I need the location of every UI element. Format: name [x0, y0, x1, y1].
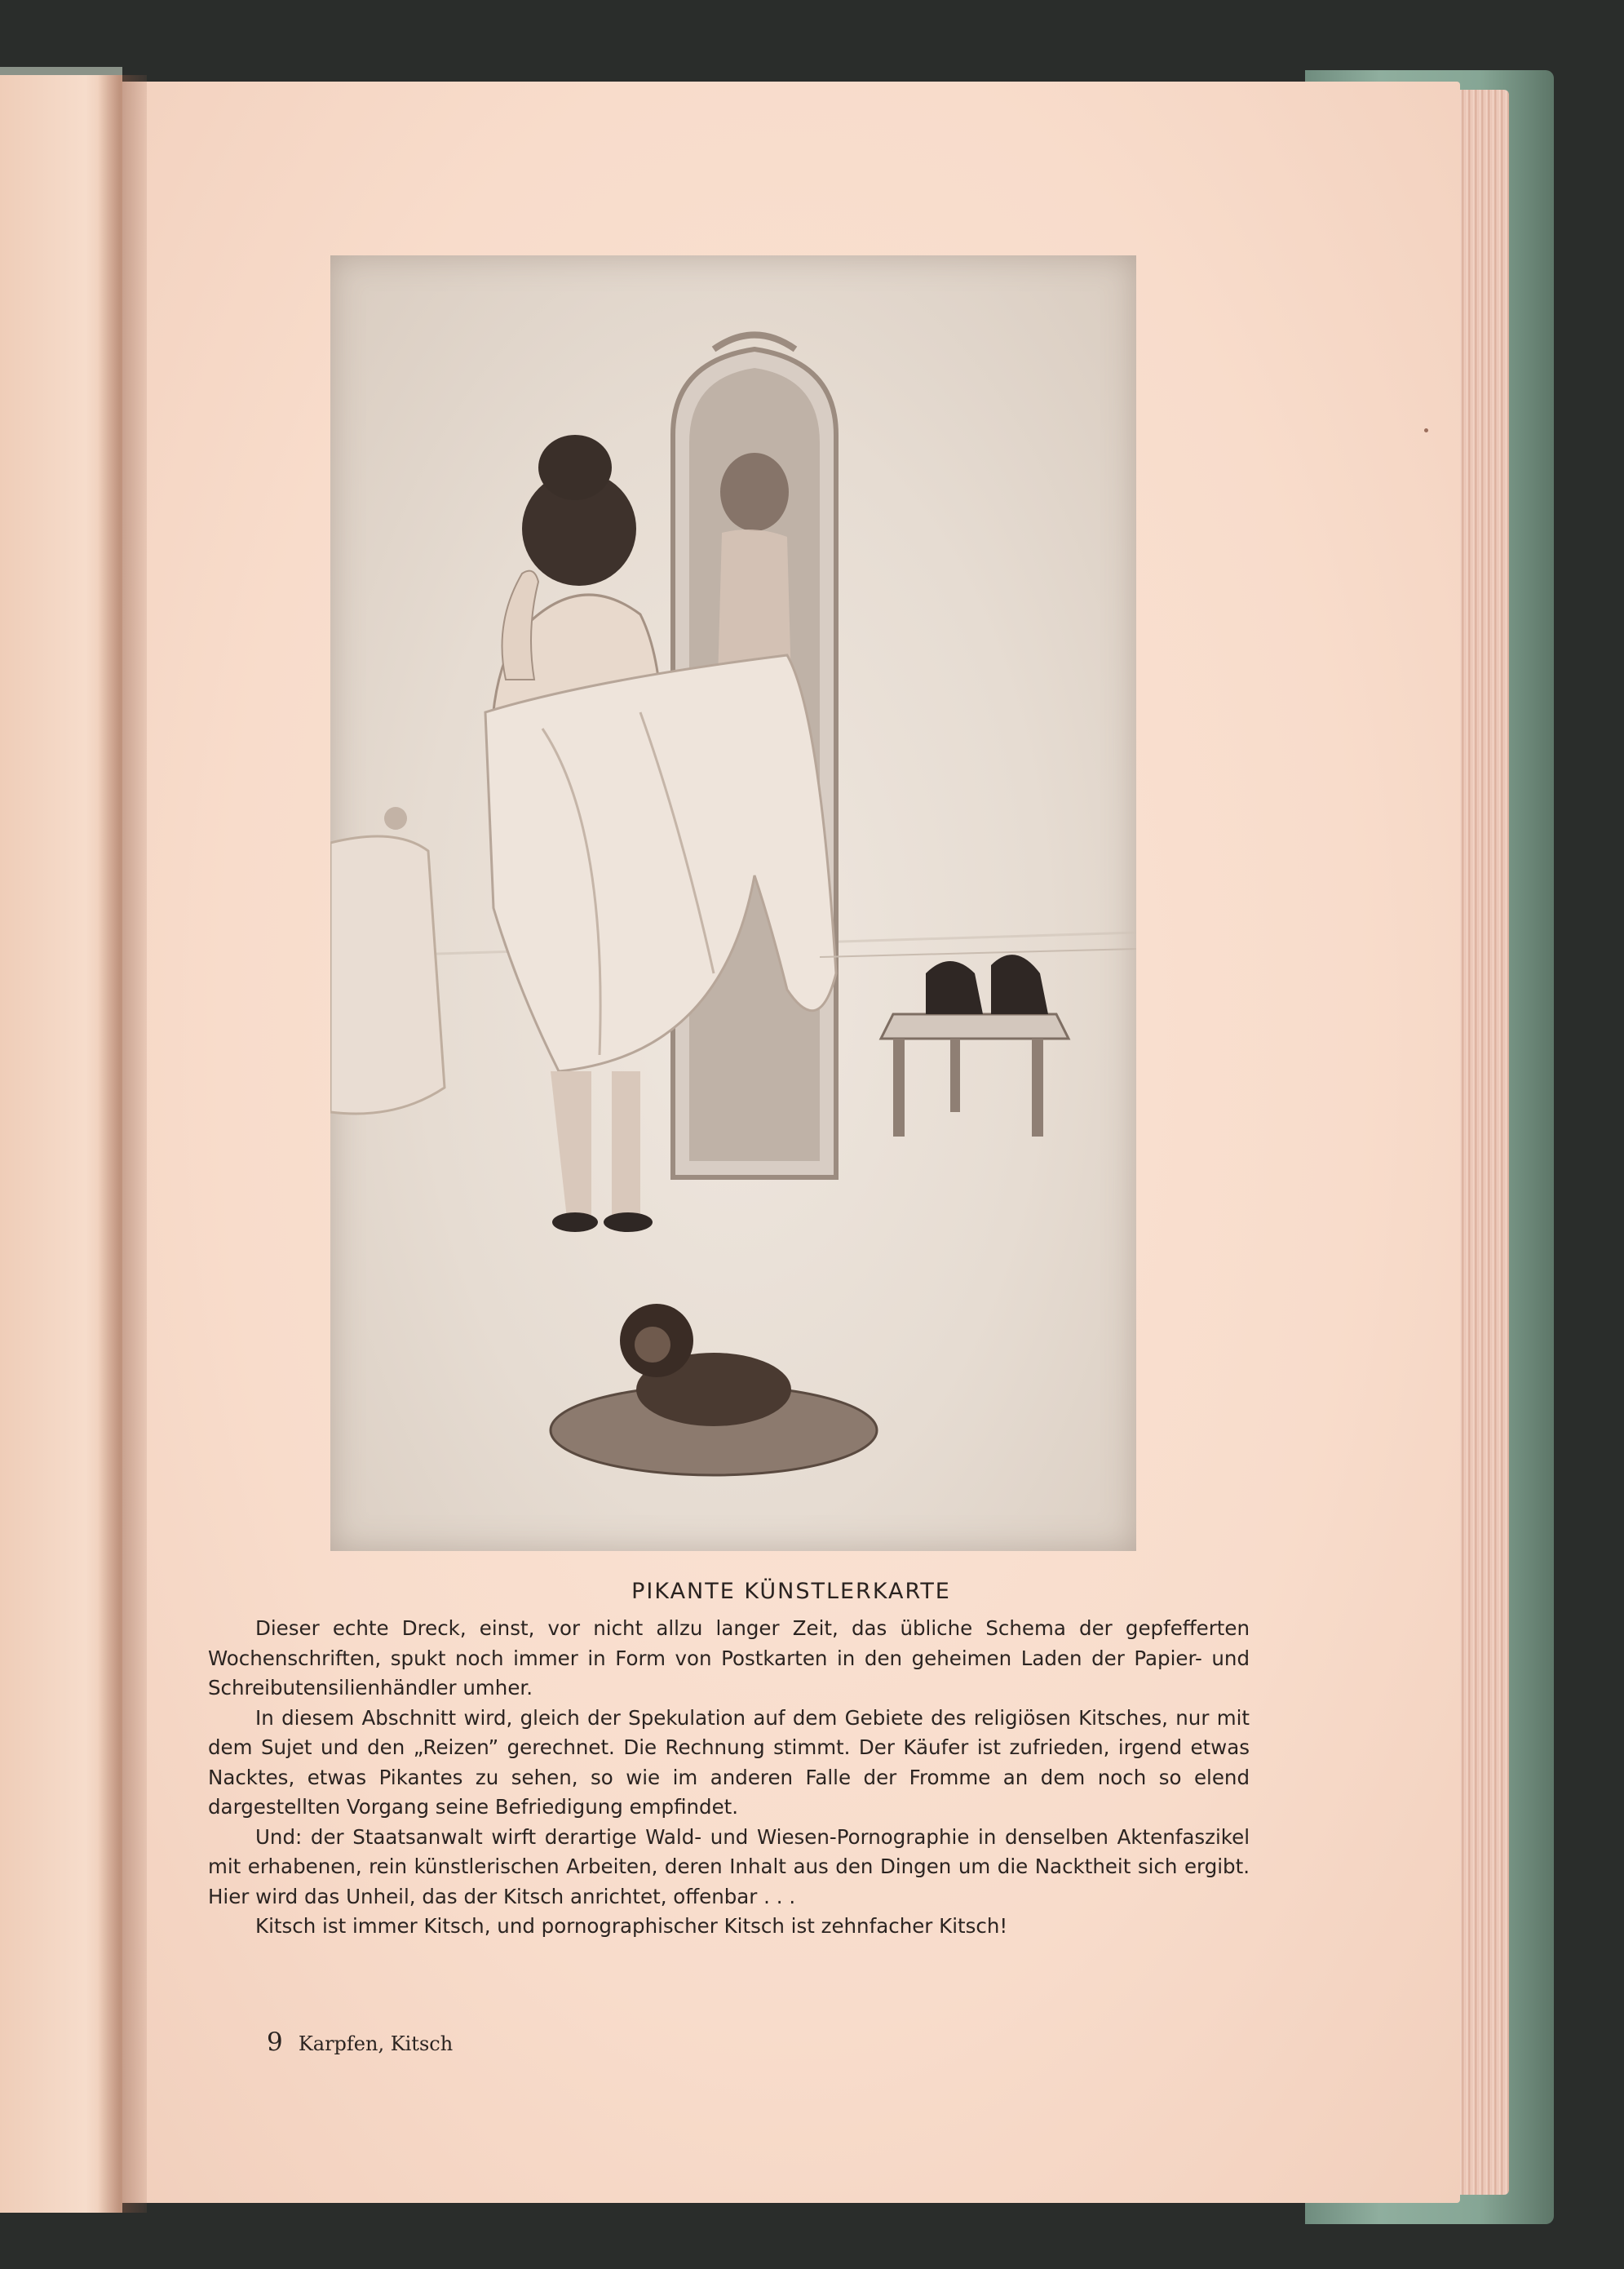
signature-text: Karpfen, Kitsch — [298, 2032, 454, 2055]
paragraph: Und: der Staatsanwalt wirft derartige Wald- und Wiesen-Pornographie in denselben Aktenfaszikel mit erhabenen, rein künstlerischen Arbeiten, deren Inhalt aus den Dingen um die Nacktheit sich ergibt. Hier wird das Unheil, das der Kitsch anrichtet, offenbar . . . — [208, 1824, 1250, 1908]
paragraph: Kitsch ist immer Kitsch, und pornographischer Kitsch ist zehnfacher Kitsch! — [255, 1914, 1008, 1938]
page-edges — [1452, 90, 1509, 2195]
paragraph: Dieser echte Dreck, einst, vor nicht allzu langer Zeit, das übliche Schema der gepfefferten Wochenschriften, spukt noch immer in Form von Postkarten in den geheimen Laden der Papier- und Schreibutensilienhändler umher. — [208, 1616, 1250, 1700]
paragraph: In diesem Abschnitt wird, gleich der Spekulation auf dem Gebiete des religiösen Kitsches, nur mit dem Sujet und den „Reizen” gerechnet. Die Rechnung stimmt. Der Käufer ist zufrieden, irgend etwas Nacktes, etwas Pikantes zu sehen, so wie im anderen Falle der Fromme an dem noch so elend dargestellten Vorgang seine Befriedigung empfindet. — [208, 1705, 1250, 1819]
gutter-shadow — [98, 75, 147, 2213]
illustration-plate — [330, 255, 1136, 1551]
caption-body — [208, 1614, 1250, 1942]
printer-signature — [267, 2027, 453, 2057]
page-spot — [1424, 428, 1428, 432]
signature-number: 9 — [267, 2027, 283, 2057]
illustration — [330, 255, 1136, 1551]
caption-title: PIKANTE KÜNSTLERKARTE — [631, 1579, 951, 1604]
